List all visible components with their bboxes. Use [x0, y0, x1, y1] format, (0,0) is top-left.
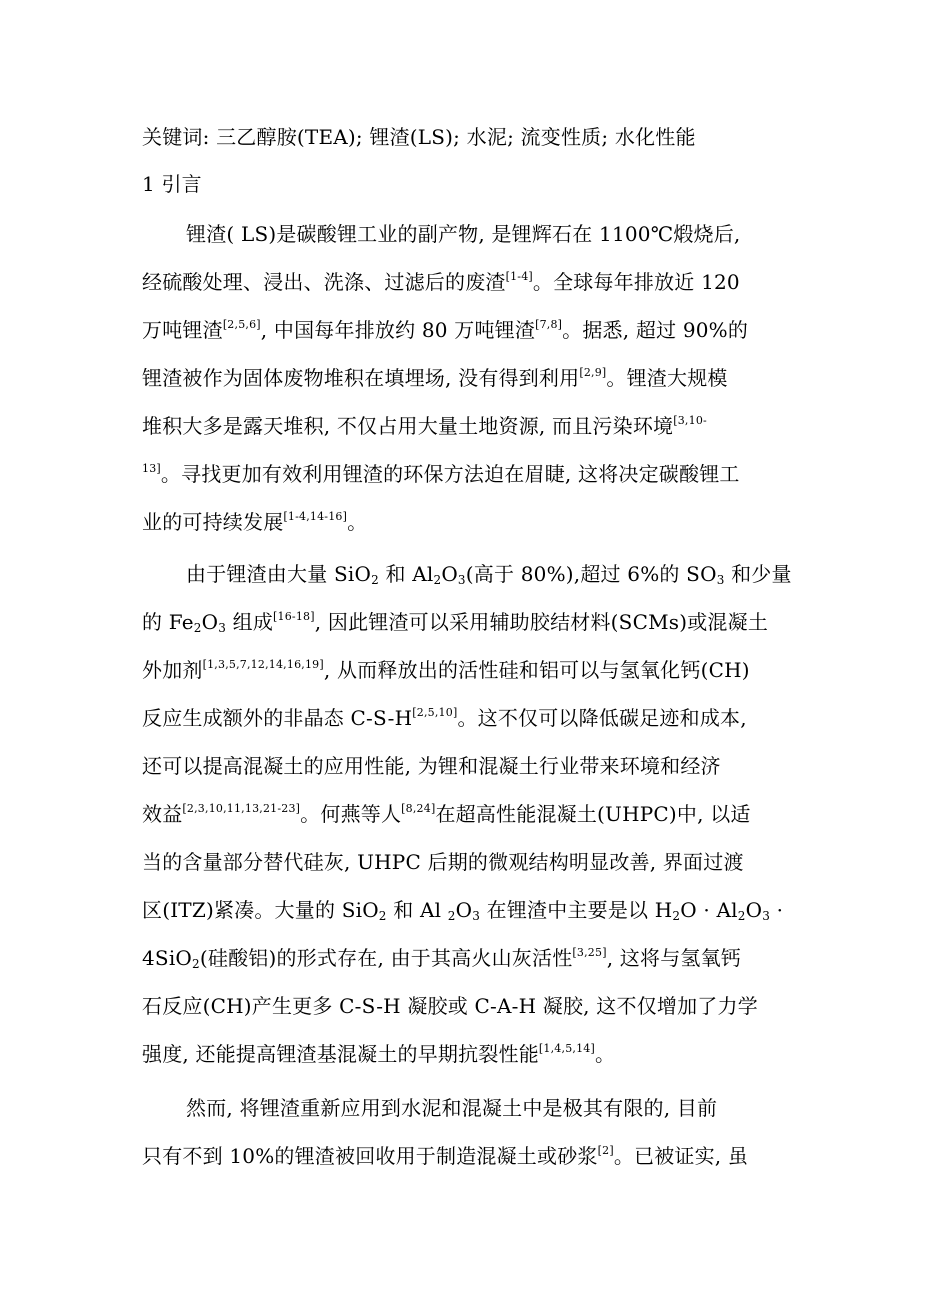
citation-superscript: [3,25]	[572, 946, 607, 959]
text-run: 。这不仅可以降低碳足迹和成本,	[457, 706, 747, 730]
citation-superscript: [2,9]	[579, 366, 607, 379]
text-run: 和少量	[724, 562, 792, 586]
chemical-subscript: 2	[737, 909, 746, 923]
chemical-subscript: 2	[672, 909, 681, 923]
citation-superscript: [8,24]	[401, 802, 436, 815]
text-run: 和 Al	[378, 562, 434, 586]
chemical-subscript: 2	[192, 957, 200, 971]
citation-superscript: [1,4,5,14]	[538, 1042, 595, 1055]
paragraph-line	[142, 802, 751, 826]
text-run: (硅酸铝)的形式存在, 由于其高火山灰活性	[199, 946, 573, 970]
chemical-subscript: 3	[472, 909, 481, 923]
text-run: O · Al	[680, 898, 738, 922]
chemical-subscript: 2	[193, 621, 202, 635]
paragraph-line	[142, 366, 728, 390]
chemical-subscript: 2	[371, 573, 379, 587]
text-run: 。何燕等人	[300, 802, 402, 826]
section-heading: 1 引言	[142, 172, 202, 196]
chemical-subscript: 3	[762, 909, 771, 923]
text-run: 。锂渣大规模	[606, 366, 728, 390]
citation-superscript: [1,3,5,7,12,14,16,19]	[202, 658, 324, 671]
paragraph-line	[186, 222, 740, 246]
text-run: O	[455, 898, 473, 922]
text-run: 的 Fe	[142, 610, 194, 634]
text-run: 反应生成额外的非晶态 C-S-H	[142, 706, 413, 730]
paragraph-line	[142, 414, 707, 438]
text-run: 4SiO	[142, 946, 193, 970]
citation-superscript: [1-4,14-16]	[283, 510, 348, 523]
paragraph-line	[142, 462, 740, 486]
text-run: O	[441, 562, 458, 586]
text-run: (高于 80%),超过 6%的 SO	[465, 562, 717, 586]
text-run: 只有不到 10%的锂渣被回收用于制造混凝土或砂浆	[142, 1144, 598, 1168]
keywords-line: 关键词: 三乙醇胺(TEA); 锂渣(LS); 水泥; 流变性质; 水化性能	[142, 125, 696, 149]
chemical-subscript: 3	[457, 573, 466, 587]
paragraph-line	[142, 658, 750, 682]
text-run: 堆积大多是露天堆积, 不仅占用大量土地资源, 而且污染环境	[142, 414, 674, 438]
text-run: 在超高性能混凝土(UHPC)中, 以适	[435, 802, 751, 826]
text-run: 。寻找更加有效利用锂渣的环保方法迫在眉睫, 这将决定碳酸锂工	[160, 462, 740, 486]
citation-superscript: 13]	[142, 462, 161, 475]
text-run: 。	[347, 510, 368, 534]
text-run: , 从而释放出的活性硅和铝可以与氢氧化钙(CH)	[323, 658, 750, 682]
citation-superscript: [3,10-	[673, 414, 707, 427]
text-run: ·	[770, 898, 784, 922]
chemical-subscript: 3	[716, 573, 725, 587]
text-run: O	[745, 898, 763, 922]
text-run: 锂渣被作为固体废物堆积在填埋场, 没有得到利用	[142, 366, 580, 390]
citation-superscript: [1-4]	[505, 270, 533, 283]
text-run: 外加剂	[142, 658, 203, 682]
paragraph-line	[142, 706, 747, 730]
citation-superscript: [2]	[597, 1144, 614, 1157]
paragraph-line	[142, 510, 367, 534]
citation-superscript: [16-18]	[273, 610, 315, 623]
text-run: 业的可持续发展	[142, 510, 284, 534]
paragraph-line	[142, 850, 744, 874]
text-run: 由于锂渣由大量 SiO	[186, 562, 372, 586]
text-run: 在锂渣中主要是以 H	[480, 898, 673, 922]
text-run: , 中国每年排放约 80 万吨锂渣	[260, 318, 536, 342]
text-run: 。	[595, 1042, 616, 1066]
text-run: O	[201, 610, 219, 634]
citation-superscript: [2,3,10,11,13,21-23]	[182, 802, 301, 815]
paragraph-line	[142, 1042, 615, 1066]
text-run: 和 Al	[386, 898, 448, 922]
citation-superscript: [2,5,10]	[412, 706, 458, 719]
text-run: , 这将与氢氧钙	[606, 946, 742, 970]
paragraph-line	[142, 898, 783, 922]
citation-superscript: [7,8]	[535, 318, 563, 331]
paragraph-line	[142, 270, 740, 294]
paragraph-line	[142, 754, 721, 778]
text-run: 。已被证实, 虽	[613, 1144, 749, 1168]
chemical-subscript: 2	[447, 909, 456, 923]
text-run: 当的含量部分替代硅灰, UHPC 后期的微观结构明显改善, 界面过渡	[142, 850, 744, 874]
paragraph-line	[142, 1144, 748, 1168]
paragraph-line	[142, 994, 758, 1018]
text-run: 组成	[226, 610, 274, 634]
chemical-subscript: 2	[378, 909, 387, 923]
text-run: 石反应(CH)产生更多 C-S-H 凝胶或 C-A-H 凝胶, 这不仅增加了力学	[142, 994, 758, 1018]
chemical-subscript: 2	[433, 573, 442, 587]
text-run: 。全球每年排放近 120	[532, 270, 740, 294]
chemical-subscript: 3	[218, 621, 227, 635]
text-run: 万吨锂渣	[142, 318, 223, 342]
text-run: 强度, 还能提高锂渣基混凝土的早期抗裂性能	[142, 1042, 539, 1066]
paragraph-line	[142, 946, 741, 970]
text-run: 效益	[142, 802, 183, 826]
text-run: 。据悉, 超过 90%的	[562, 318, 749, 342]
text-run: 经硫酸处理、浸出、洗涤、过滤后的废渣	[142, 270, 506, 294]
text-run: 还可以提高混凝土的应用性能, 为锂和混凝土行业带来环境和经济	[142, 754, 721, 778]
paragraph-line	[142, 610, 768, 634]
paragraph-line	[186, 1096, 717, 1120]
text-run: 锂渣( LS)是碳酸锂工业的副产物, 是锂辉石在 1100℃煅烧后,	[186, 222, 741, 246]
text-run: , 因此锂渣可以采用辅助胶结材料(SCMs)或混凝土	[314, 610, 769, 634]
citation-superscript: [2,5,6]	[222, 318, 261, 331]
paragraph-line	[142, 318, 748, 342]
text-run: 区(ITZ)紧凑。大量的 SiO	[142, 898, 379, 922]
paragraph-line	[186, 562, 792, 586]
text-run: 然而, 将锂渣重新应用到水泥和混凝土中是极其有限的, 目前	[186, 1096, 718, 1120]
